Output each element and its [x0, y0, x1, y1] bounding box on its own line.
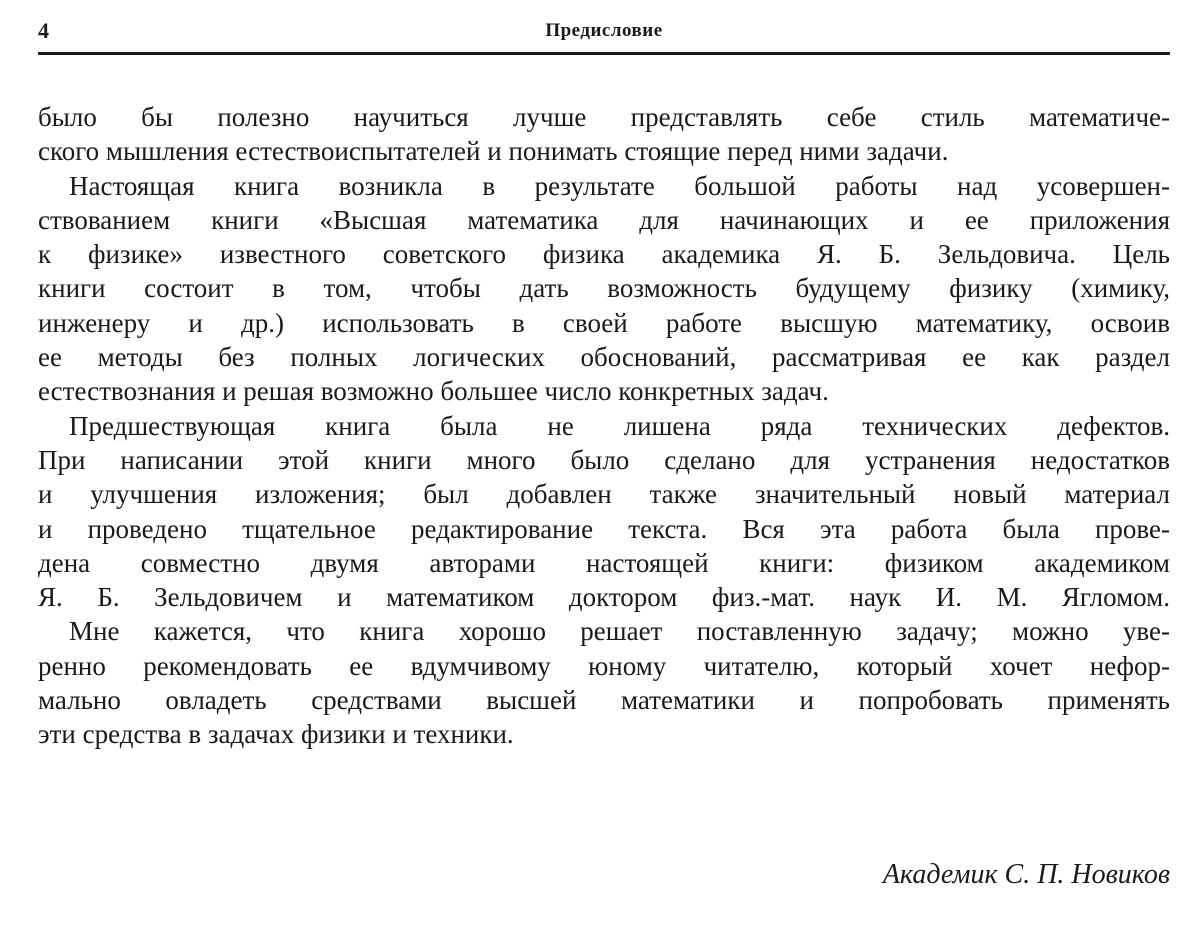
- text-line: ренно рекомендовать ее вдумчивому юному читателю, который хочет нефор-: [38, 650, 1170, 681]
- text-line: мально овладеть средствами высшей математики и попробовать применять: [38, 685, 1170, 716]
- running-head: [38, 14, 1170, 55]
- text-line: дена совместно двумя авторами настоящей книги: физиком академиком: [38, 547, 1170, 578]
- preface-signature: Академик С. П. Новиков: [882, 859, 1170, 890]
- text-line: Мне кажется, что книга хорошо решает поставленную задачу; можно уве-: [69, 616, 1170, 647]
- text-line: эти средства в задачах физики и техники.: [38, 719, 514, 750]
- text-line: Настоящая книга возникла в результате большой работы над усовершен-: [69, 170, 1170, 201]
- text-line: было бы полезно научиться лучше представлять себе стиль математиче-: [38, 102, 1170, 132]
- text-line: ствованием книги «Высшая математика для начинающих и ее приложения: [38, 204, 1170, 235]
- text-line: естествознания и решая возможно большее число конкретных задач.: [38, 376, 829, 407]
- text-line: и улучшения изложения; был добавлен также значительный новый материал: [38, 479, 1170, 510]
- preface-text: [38, 100, 1170, 752]
- section-title: Предисловие: [545, 20, 663, 41]
- book-page: [38, 14, 1170, 890]
- page-number: 4: [38, 18, 49, 43]
- text-line: ее методы без полных логических обоснований, рассматривая ее как раздел: [38, 342, 1170, 373]
- text-line: ского мышления естествоиспытателей и понимать стоящие перед ними задачи.: [38, 136, 949, 167]
- text-line: Предшествующая книга была не лишена ряда технических дефектов.: [69, 410, 1170, 441]
- text-line: инженеру и др.) использовать в своей работе высшую математику, освоив: [38, 307, 1170, 338]
- text-line: Я. Б. Зельдовичем и математиком доктором физ.-мат. наук И. М. Ягломом.: [38, 582, 1170, 613]
- text-line: книги состоит в том, чтобы дать возможность будущему физику (химику,: [38, 273, 1170, 304]
- text-line: и проведено тщательное редактирование текста. Вся эта работа была прове-: [38, 513, 1170, 544]
- text-line: При написании этой книги много было сделано для устранения недостатков: [38, 444, 1170, 475]
- text-line: к физике» известного советского физика академика Я. Б. Зельдовича. Цель: [38, 239, 1170, 270]
